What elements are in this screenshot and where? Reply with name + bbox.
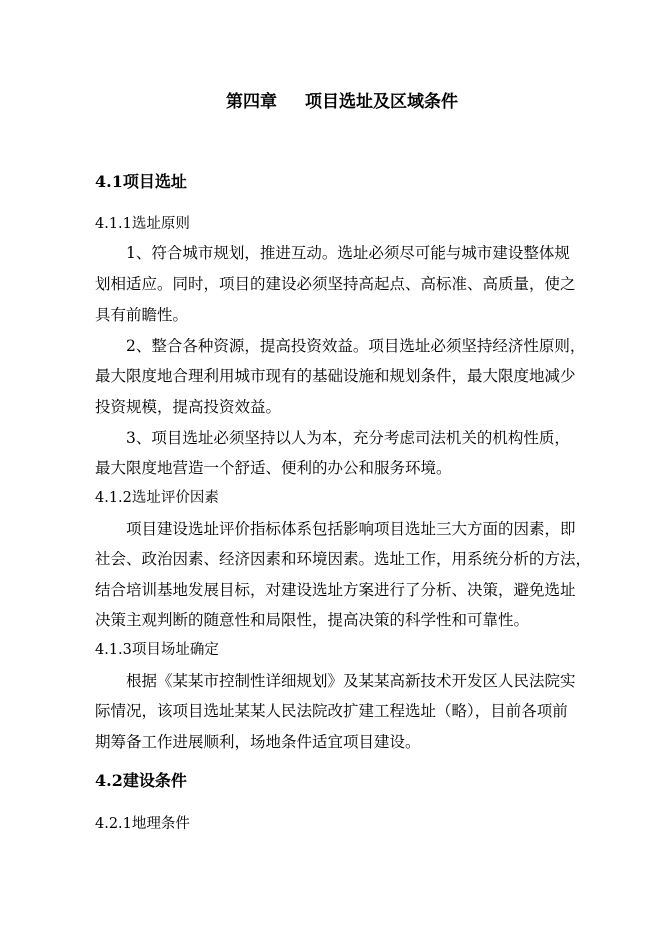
paragraph-line: 期筹备工作进展顺利，场地条件适宜项目建设。	[95, 733, 421, 751]
chapter-number: 第四章	[226, 92, 277, 112]
paragraph-line: 投资规模，提高投资效益。	[95, 398, 282, 416]
paragraph-line: 3、项目选址必须坚持以人为本，充分考虑司法机关的机构性质，	[126, 429, 570, 447]
paragraph-line: 最大限度地合理利用城市现有的基础设施和规划条件，最大限度地减少	[95, 367, 576, 385]
paragraph-line: 2、整合各种资源，提高投资效益。项目选址必须坚持经济性原则，	[126, 337, 586, 355]
chapter-name: 项目选址及区域条件	[305, 92, 458, 112]
paragraph-line: 根据《某某市控制性详细规划》及某某高新技术开发区人民法院实	[126, 672, 576, 690]
subsection-heading: 4.1.2选址评价因素	[95, 490, 219, 506]
paragraph-line: 结合培训基地发展目标，对建设选址方案进行了分析、决策，避免选址	[95, 581, 576, 599]
paragraph-line: 项目建设选址评价指标体系包括影响项目选址三大方面的因素，即	[126, 520, 576, 538]
subsection-heading: 4.1.3项目场址确定	[95, 642, 219, 658]
paragraph-line: 际情况，该项目选址某某人民法院改扩建工程选址（略），目前各项前	[95, 702, 568, 720]
paragraph-line: 1、符合城市规划，推进互动。选址必须尽可能与城市建设整体规	[126, 244, 570, 262]
paragraph-line: 具有前瞻性。	[95, 306, 189, 324]
paragraph-line: 最大限度地营造一个舒适、便利的办公和服务环境。	[95, 459, 452, 477]
subsection-heading: 4.1.1选址原则	[95, 216, 190, 232]
chapter-title	[226, 92, 458, 112]
section-heading: 4.1项目选址	[95, 172, 187, 191]
paragraph-line: 社会、政治因素、经济因素和环境因素。选址工作，用系统分析的方法，	[95, 550, 592, 568]
section-heading: 4.2建设条件	[95, 771, 187, 790]
subsection-heading: 4.2.1地理条件	[95, 816, 190, 832]
paragraph-line: 决策主观判断的随意性和局限性，提高决策的科学性和可靠性。	[95, 611, 530, 629]
paragraph-line: 划相适应。同时，项目的建设必须坚持高起点、高标准、高质量，使之	[95, 275, 576, 293]
